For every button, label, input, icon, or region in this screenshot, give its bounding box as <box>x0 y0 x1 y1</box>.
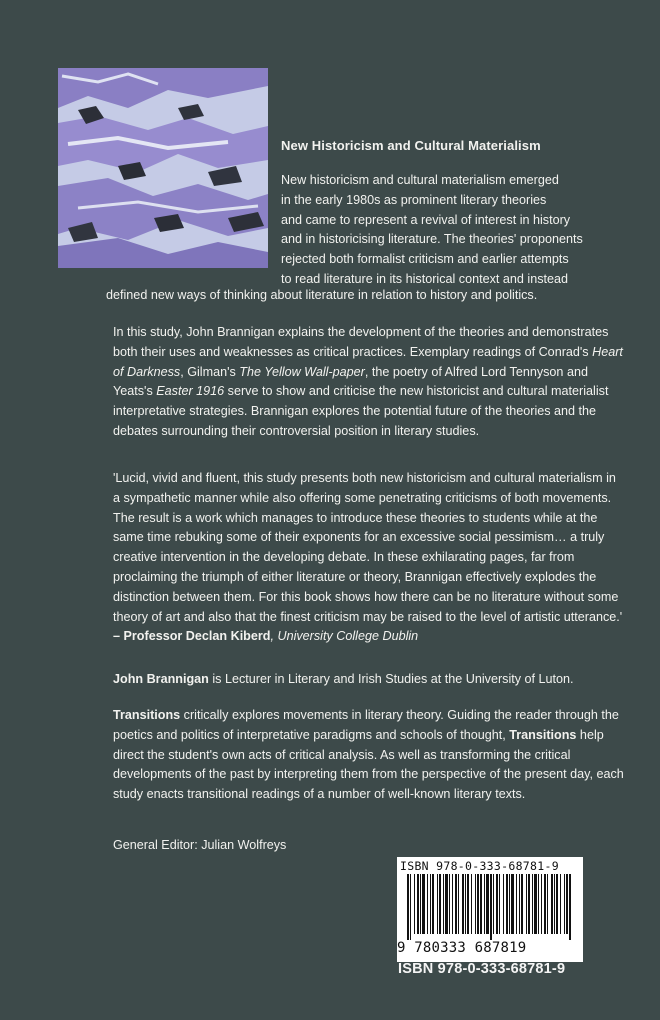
barcode-bar <box>509 874 510 934</box>
barcode-bar <box>449 874 450 934</box>
study-text: , Gilman's <box>180 364 240 379</box>
barcode-bar <box>496 874 498 934</box>
study-text: , the poetry of Alfred Lord Tennyson and Yeats's <box>113 364 588 399</box>
barcode-bar <box>452 874 453 934</box>
barcode-bar <box>465 874 466 934</box>
barcode-bar <box>443 874 444 934</box>
quote-text: 'Lucid, vivid and fluent, this study presents both new historicism and cultural materialism in a sympathetic manner while also offering some penetrating criticisms of both movements. The result is a work which manages to introduce these theories to students while at the same time rebuking some of their exponents for an excessive social pessimism… a truly creative intervention in the developing debate. In these exhilarating pages, far from proclaiming the triumph of either literature or theory, Brannigan effectively explodes the distinction between them. For this book shows how there can be no literature without some theory of art and also that the finest criticism may be raised to the level of artistic utterance.' <box>113 471 623 624</box>
barcode-digits: 9 780333 687819 <box>397 940 527 956</box>
barcode-bars <box>401 874 579 940</box>
barcode-bar <box>569 874 571 940</box>
quote-attribution: – Professor Declan Kiberd <box>113 629 271 644</box>
barcode-bar <box>484 874 485 934</box>
section-heading: New Historicism and Cultural Materialism <box>281 138 541 153</box>
barcode-bar <box>538 874 539 934</box>
barcode-bar <box>506 874 508 934</box>
series-description <box>113 706 625 805</box>
barcode-bar <box>556 874 558 934</box>
barcode-bar <box>490 874 492 940</box>
barcode-bar <box>410 874 411 940</box>
series-text: help direct the student's own acts of critical analysis. As well as transforming the critical developments of the past by interpreting them from the perspective of the present day, each study enacts transitional readings of a number of well-known literary texts. <box>113 727 624 802</box>
intro-last-line: defined new ways of thinking about literature in relation to history and politics. <box>106 288 538 302</box>
intro-line: and in historicising literature. The theories' proponents <box>281 232 583 247</box>
barcode-bar <box>516 874 517 934</box>
barcode-bar <box>420 874 421 934</box>
barcode-bar <box>541 874 542 934</box>
title-yellow-wallpaper: The Yellow Wall-paper <box>239 364 365 379</box>
title-heart-of-darkness: Heart of Darkness <box>113 344 623 379</box>
barcode-bar <box>503 874 504 934</box>
intro-line: to read literature in its historical context and instead <box>281 271 569 286</box>
isbn-number: ISBN 978-0-333-68781-9 <box>398 961 566 977</box>
intro-line: and came to represent a revival of interest in history <box>281 212 571 227</box>
barcode-bar <box>551 874 553 934</box>
barcode-bar <box>560 874 561 934</box>
series-name: Transitions <box>113 708 181 722</box>
barcode-bar <box>439 874 441 934</box>
barcode-bar <box>477 874 479 934</box>
review-quote <box>113 469 625 647</box>
barcode-bar <box>417 874 419 934</box>
barcode-bar <box>455 874 457 934</box>
barcode-bar <box>521 874 523 934</box>
intro-line: in the early 1980s as prominent literary theories <box>281 192 547 207</box>
barcode-bar <box>554 874 555 934</box>
barcode-bar <box>486 874 489 934</box>
title-easter-1916: Easter 1916 <box>156 384 225 399</box>
barcode-bar <box>437 874 438 934</box>
barcode-bar <box>493 874 494 934</box>
barcode-bar <box>532 874 533 934</box>
barcode <box>397 857 583 962</box>
barcode-isbn-label: ISBN 978-0-333-68781-9 <box>400 859 559 873</box>
barcode-bar <box>564 874 565 934</box>
series-text: critically explores movements in literary theory. Guiding the reader through the poetics and politics of interpretative paradigms and schools of thought, <box>113 708 619 742</box>
intro-paragraph <box>281 171 611 290</box>
barcode-bar <box>547 874 548 934</box>
quote-affiliation: , University College Dublin <box>270 629 419 644</box>
barcode-bar <box>407 874 409 940</box>
barcode-bar <box>528 874 530 934</box>
study-paragraph <box>113 323 625 442</box>
author-bio <box>113 670 633 690</box>
barcode-bar <box>432 874 434 934</box>
barcode-bar <box>534 874 537 934</box>
cover-artwork <box>58 68 268 268</box>
barcode-bar <box>471 874 472 934</box>
barcode-bar <box>467 874 469 934</box>
barcode-bar <box>422 874 425 934</box>
author-name: John Brannigan <box>113 672 209 686</box>
barcode-bar <box>511 874 514 934</box>
barcode-bar <box>462 874 464 934</box>
author-bio-text: is Lecturer in Literary and Irish Studies at the University of Luton. <box>208 672 574 686</box>
barcode-bar <box>414 874 415 934</box>
study-text: serve to show and criticise the new historicist and cultural materialist interpretative strategies. Brannigan explores the potential future of the theories and the debates surrounding their controversial position in literary studies. <box>113 384 609 438</box>
barcode-bar <box>480 874 482 934</box>
intro-line: New historicism and cultural materialism emerged <box>281 173 559 187</box>
barcode-bar <box>445 874 448 934</box>
peeling-paint-image <box>58 68 268 268</box>
barcode-bar <box>458 874 459 934</box>
study-text: In this study, John Brannigan explains the development of the theories and demonstrates both their uses and weaknesses as critical practices. Exemplary readings of Conrad's <box>113 325 609 359</box>
barcode-bar <box>526 874 527 934</box>
barcode-bar <box>544 874 546 934</box>
barcode-bar <box>475 874 476 934</box>
intro-line: rejected both formalist criticism and earlier attempts <box>281 252 569 267</box>
general-editor: General Editor: Julian Wolfreys <box>113 838 287 852</box>
series-name: Transitions <box>509 727 577 742</box>
barcode-bar <box>430 874 431 934</box>
barcode-bar <box>499 874 500 934</box>
barcode-bar <box>427 874 428 934</box>
barcode-bar <box>566 874 568 934</box>
barcode-bar <box>519 874 520 934</box>
